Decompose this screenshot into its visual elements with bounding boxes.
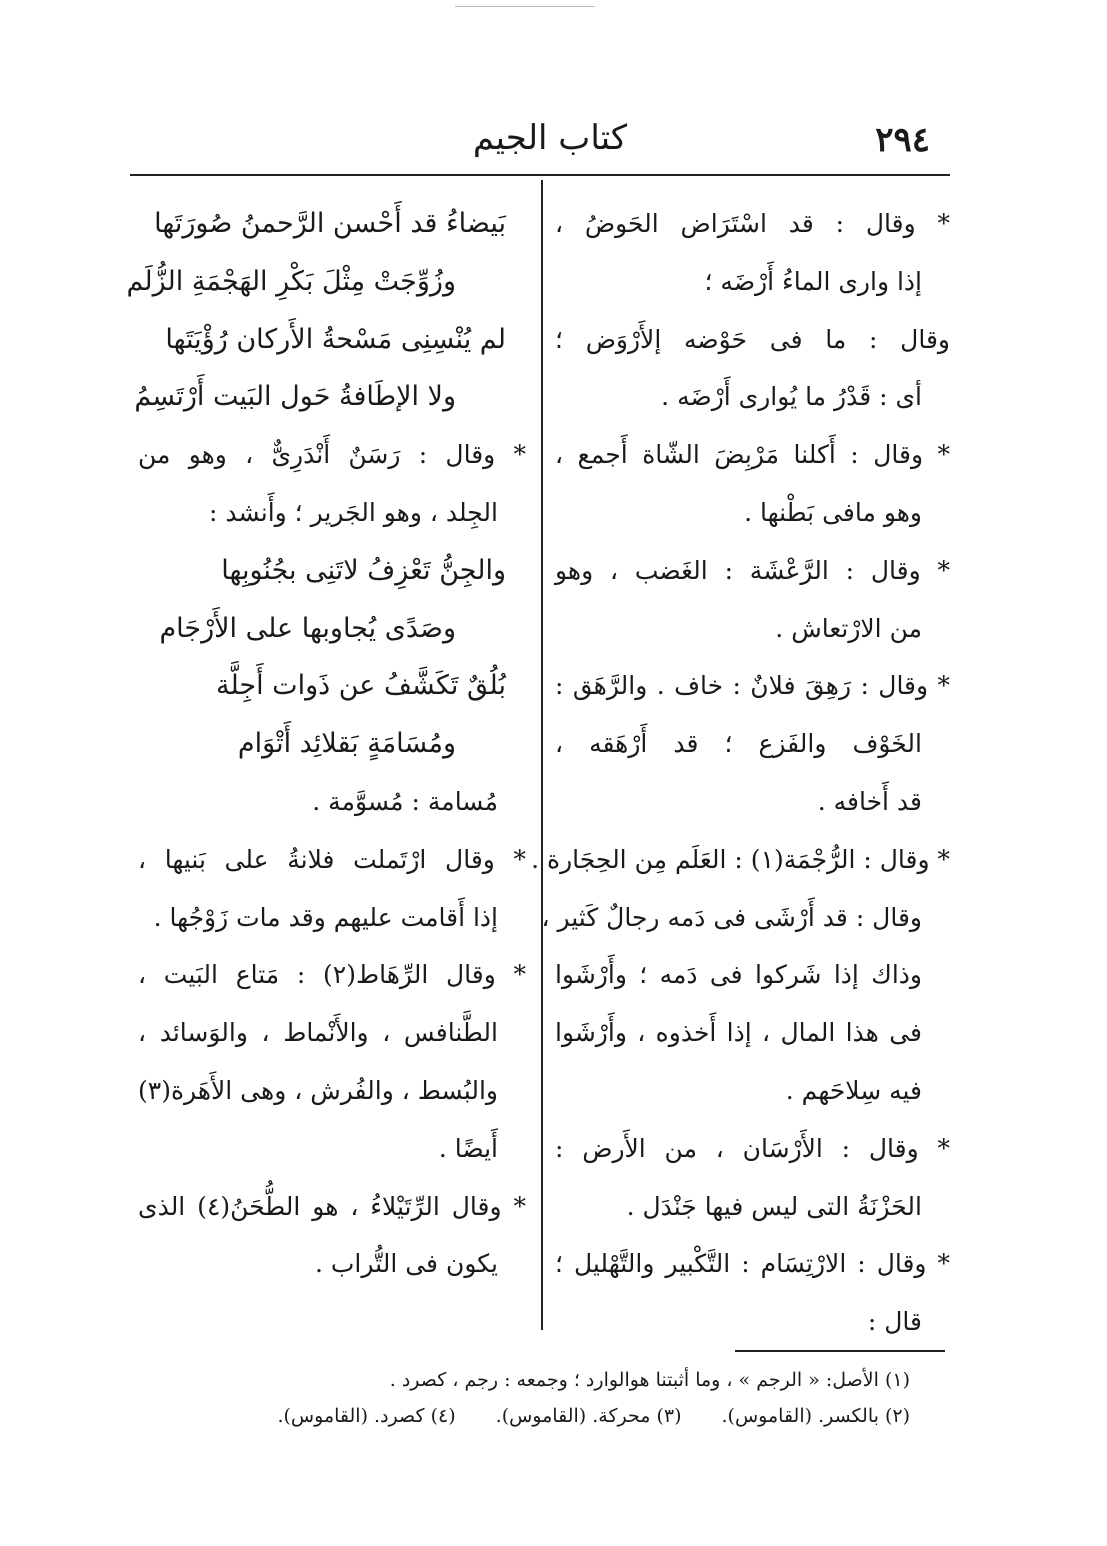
- text-line: الحَزْنَةُ التى ليس فيها جَنْدَل .: [626, 1191, 922, 1221]
- text-line: * وقال ارْتَملت فلانةُ على بَنيها ،: [138, 844, 526, 874]
- text-line: * وقال : رَسَنٌ أَنْدَرِىٌّ ، وهو من: [138, 440, 526, 470]
- footnote-rule: [735, 1350, 945, 1352]
- running-title: كتاب الجيم: [472, 118, 628, 158]
- text-line: والجِنُّ تَعْزِفُ لاتَنِى بجُنُوبِها: [221, 554, 506, 586]
- text-line: * وقال : الأَرْسَان ، من الأَرض :: [555, 1133, 950, 1163]
- left-column: [126, 195, 527, 1293]
- text-line: وقال : قد أَرْشَى فى دَمه رجالٌ كَثير ،: [541, 902, 922, 932]
- text-line: قد أَخافه .: [817, 786, 922, 816]
- text-line: * وقال الرِّهَاط(٢) : مَتاع البَيت ،: [138, 960, 527, 990]
- footnote-1: (١) الأصل: « الرجم » ، وما أثبتنا هوالوارد ؛ وجمعه : رجم ، كصرد .: [389, 1369, 910, 1391]
- text-line: يكون فى التُّراب .: [315, 1249, 498, 1279]
- text-line: وقال : ما فى حَوْضه إلأَرْوَض ؛: [555, 324, 950, 354]
- right-column: [531, 195, 950, 1351]
- text-line: مُسامة : مُسوَّمة .: [312, 786, 498, 816]
- footnote-2: (٢) بالكسر. (القاموس).: [721, 1405, 910, 1427]
- text-line: * وقال : أَكلنا مَرْبِضَ الشّاة أَجمع ،: [555, 440, 950, 470]
- text-line: الخَوْف والفَزع ؛ قد أَرْهَقه ،: [555, 729, 922, 759]
- text-line: قال :: [867, 1307, 922, 1337]
- text-line: وزُوِّجَتْ مِثْلَ بَكْرِ الهَجْمَةِ الزُّلَم: [126, 265, 456, 297]
- text-line: بَيضاءُ قد أَحْسن الرَّحمنُ صُورَتَها: [154, 208, 506, 239]
- text-line: * وقال الرِّتَيْلاءُ ، هو الطُّحَنُ(٤) الذى: [138, 1191, 526, 1221]
- text-line: الجِلد ، وهو الجَرير ؛ وأَنشد :: [208, 497, 498, 527]
- page-header: [130, 108, 950, 168]
- text-line: وهو مافى بَطْنها .: [744, 497, 922, 527]
- text-line: أى : قَدْرُ ما يُوارى أَرْضَه .: [661, 382, 922, 412]
- header-rule: [130, 174, 950, 176]
- text-line: * وقال : الارْتِسَام : التَّكْبير والتَّهْليل ؛: [555, 1249, 950, 1279]
- text-line: ومُسَامَةٍ بَقلائِد أَتْوَام: [237, 728, 456, 760]
- text-line: إذا أَقامت عليهم وقد مات زَوْجُها .: [153, 902, 498, 932]
- text-line: بُلُقٌ تَكَشَّفُ عن ذَوات أَجِلَّة: [215, 670, 506, 702]
- footnote-row: [150, 1398, 910, 1434]
- text-line: وذاك إذا شَركوا فى دَمه ؛ وأَرْشَوا: [555, 960, 922, 990]
- text-line: * وقال : الرَّعْشَة : الغَضب ، وهو: [555, 555, 950, 585]
- footnote-4: (٤) كصرد. (القاموس).: [277, 1405, 456, 1427]
- text-line: الطَّنافس ، والأَنْماط ، والوَسائد ،: [138, 1018, 498, 1048]
- text-line: وصَدًى يُجاوبها على الأَرْجَام: [159, 612, 456, 644]
- column-divider: [541, 180, 543, 1330]
- text-line: من الارْتعاش .: [775, 613, 922, 643]
- text-line: * وقال : قد اسْتَرَاض الحَوضُ ،: [555, 209, 950, 238]
- text-line: لم يُنْسِنِى مَسْحةُ الأَركان رُؤْيَتَها: [165, 323, 506, 355]
- footnotes: [150, 1362, 910, 1434]
- footnote-3: (٣) محركة. (القاموس).: [495, 1405, 682, 1427]
- text-line: أَيضًا .: [438, 1133, 498, 1163]
- page-number: ٢٩٤: [875, 120, 930, 160]
- text-line: ولا الإطَافةُ حَول البَيت أَرْتَسِمُ: [134, 381, 456, 413]
- text-line: فيه سِلاحَهم .: [785, 1075, 922, 1105]
- top-rule: [455, 6, 595, 7]
- text-line: إذا وارى الماءُ أَرْضَه ؛: [704, 266, 922, 296]
- text-line: والبُسط ، والفُرش ، وهى الأَهَرة(٣): [137, 1075, 498, 1105]
- text-line: فى هذا المال ، إذا أَخذوه ، وأَرْشَوا: [555, 1018, 922, 1048]
- text-line: * وقال : الرُّجْمَة(١) : العَلَم مِن الحِجَارة .: [531, 844, 950, 874]
- text-line: * وقال : رَهِقَ فلانٌ : خاف . والرَّهَق :: [555, 671, 950, 701]
